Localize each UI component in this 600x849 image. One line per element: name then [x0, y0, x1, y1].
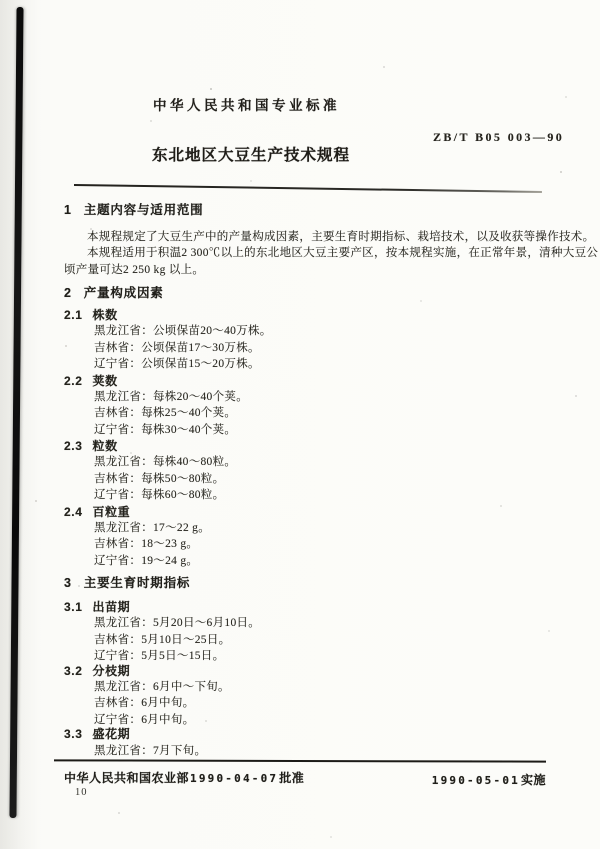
subsection-title: 株数 [92, 307, 118, 322]
subsection-number: 2.3 [64, 439, 83, 454]
subsection-title: 粒数 [92, 439, 118, 454]
document-title: 东北地区大豆生产技术规程 [152, 147, 351, 164]
approval-date: 1990-04-07 [190, 772, 279, 785]
province-line: 吉林省：每株25～40个荚。 [94, 407, 237, 420]
approval-org: 中华人民共和国农业部 [64, 771, 190, 785]
subsection-number: 3.2 [64, 663, 83, 678]
province-line: 辽宁省：每株60～80粒。 [94, 489, 225, 502]
document-body [64, 198, 599, 759]
section-title: 主要生育时期指标 [83, 576, 191, 591]
province-line: 黑龙江省：每株40～80粒。 [94, 456, 237, 469]
page-number: 10 [75, 787, 88, 798]
province-line: 吉林省：每株50～80粒。 [94, 472, 225, 485]
subsection-number: 2.1 [64, 307, 83, 322]
scope-paragraph-2-line-2: 顷产量可达2 250 kg 以上。 [64, 263, 205, 276]
subsection-title: 盛花期 [92, 727, 131, 742]
province-line: 吉林省：6月中旬。 [94, 697, 195, 710]
subsection-number: 2.4 [64, 504, 83, 519]
subsection-2-4-heading [64, 504, 546, 520]
section-title: 主题内容与适用范围 [83, 203, 204, 217]
section-3-heading [64, 575, 546, 591]
scope-paragraph-1: 本规程规定了大豆生产中的产量构成因素，主要生育时期指标、栽培技术，以及收获等操作技术。 [87, 230, 595, 243]
section-number: 3 [64, 576, 72, 591]
subsection-number: 3.3 [64, 727, 83, 742]
province-line: 辽宁省：6月中旬。 [94, 713, 195, 726]
section-title: 产量构成因素 [83, 286, 164, 301]
subsection-3-2-heading [64, 663, 546, 679]
section-number: 2 [64, 286, 72, 301]
province-line: 黑龙江省：每株20～40个荚。 [94, 390, 248, 403]
subsection-2-3-heading [64, 438, 546, 454]
footer-approval [64, 769, 304, 787]
province-line: 黑龙江省：公顷保苗20～40万株。 [94, 325, 272, 338]
subsection-3-1-heading [64, 599, 546, 615]
subsection-number: 3.1 [64, 600, 83, 615]
province-line: 辽宁省：公顷保苗15～20万株。 [94, 358, 260, 371]
section-1-heading [64, 202, 546, 218]
implementation-label: 实施 [520, 773, 546, 787]
scope-paragraph-2-line-1: 本规程适用于积温2 300℃以上的东北地区大豆主要产区，按本规程实施，在正常年景，清种大豆公 [87, 247, 599, 260]
province-line: 吉林省：公顷保苗17～30万株。 [94, 341, 260, 354]
province-line: 辽宁省：5月5日～15日。 [94, 650, 225, 663]
subsection-title: 分枝期 [92, 663, 131, 678]
subsection-number: 2.2 [64, 373, 83, 388]
subsection-2-2-heading [64, 373, 546, 389]
section-2-heading [64, 285, 546, 301]
approval-label: 批准 [279, 771, 305, 785]
province-line: 吉林省：5月10日～25日。 [94, 633, 231, 646]
subsection-title: 百粒重 [92, 504, 131, 519]
standard-type-label: 中华人民共和国专业标准 [153, 98, 340, 113]
province-line: 黑龙江省：7月下旬。 [94, 744, 207, 757]
standard-code: ZB/T B05 003—90 [433, 130, 565, 144]
scan-noise-specks [0, 0, 2, 2]
subsection-title: 出苗期 [92, 600, 131, 615]
subsection-2-1-heading [64, 307, 546, 323]
section-number: 1 [64, 203, 72, 217]
province-line: 吉林省：18～23 g。 [94, 538, 199, 551]
province-line: 黑龙江省：17～22 g。 [94, 522, 211, 535]
footer-implementation [431, 771, 546, 789]
province-line: 黑龙江省：6月中～下旬。 [94, 681, 230, 694]
subsection-title: 荚数 [92, 373, 118, 388]
subsection-3-3-heading [64, 726, 546, 742]
province-line: 辽宁省：19～24 g。 [94, 554, 199, 567]
province-line: 辽宁省：每株30～40个荚。 [94, 423, 237, 436]
implementation-date: 1990-05-01 [431, 774, 520, 787]
province-line: 黑龙江省：5月20日～6月10日。 [94, 617, 261, 630]
